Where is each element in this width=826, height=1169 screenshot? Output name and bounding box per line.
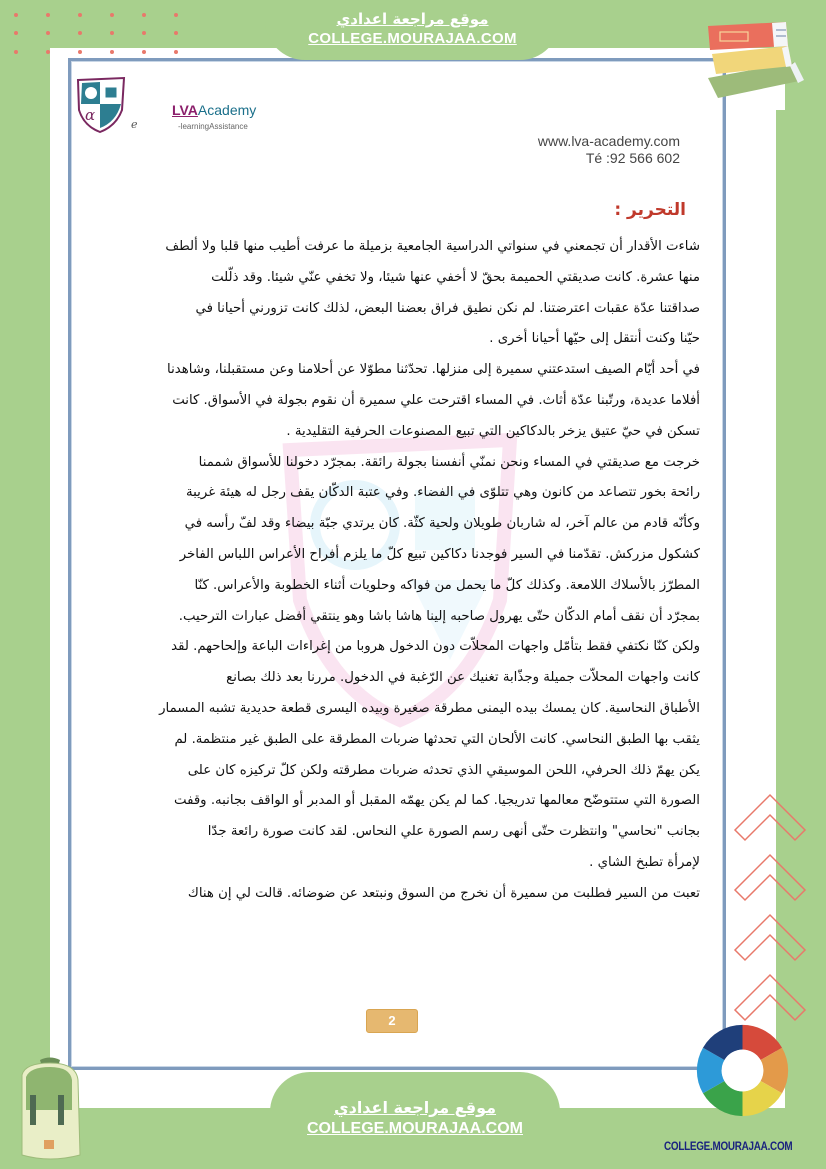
academy-phone: Té :92 566 602: [585, 150, 680, 166]
essay-line: أفلاما عديدة، ورتّبنا عدّة أثاث. في المساء اقترحت علي سميرة أن نقوم بجولة في الأسواق. كانت: [172, 392, 700, 408]
essay-line: الأطباق النحاسية. كان يمسك بيده اليمنى مطرقة صغيرة وبيده اليسرى قطعة حديدية تشبه المسمار: [159, 700, 700, 716]
essay-line: وكأنّه قادم من عالم آخر، له شاربان طويلان ولحية كثّة. كان يرتدي جبّة بيضاء وقد لفّ رأسه في: [184, 516, 700, 532]
decorative-dots: [0, 0, 200, 60]
brand-name-bold: LVA: [172, 102, 198, 118]
site-footer-banner[interactable]: [270, 1072, 560, 1169]
left-green-band: [0, 0, 50, 1169]
brand-name: [172, 102, 256, 118]
site-footer-arabic[interactable]: موقع مراجعة اعدادي: [333, 1098, 497, 1117]
logo-letter: e: [131, 118, 138, 131]
essay-line: بجانب "نحاسي" وانتظرت حتّى أنهى رسم الصورة علي النحاس. لقد كانت صورة رائعة جدّا: [207, 824, 700, 840]
essay-line: الصورة التي ستتوضّح معالمها تدريجيا. كما لم يكن يهمّه المقبل أو المدبر أو الواقف بجانبه. وقفت: [174, 793, 700, 809]
svg-text:α: α: [85, 106, 96, 124]
essay-line: في أحد أيّام الصيف استدعتني سميرة إلى منزلها. تحدّثنا مطوّلا عن أحلامنا وعن مستقبلنا، وشاهدنا: [167, 362, 700, 378]
essay-line: شاءت الأقدار أن تجمعني في سنواتي الدراسية الجامعية بزميلة ما عرفت أطيب منها قلبا ولا ألطف: [165, 239, 700, 254]
essay-line: بمجرّد أن نقف أمام الدكّان حتّى يهرول صاحبه إلينا هاشا باشا وهو ينتقي أفضل عبارات الترحيب.: [178, 608, 700, 624]
essay-line: يثقب بها الطبق النحاسي. كانت الألحان التي تحدثها ضربات المطرقة على الطبق غير منتظمة. لم: [174, 731, 700, 747]
essay-line: يكن يهمّ ذلك الحرفي، اللحن الموسيقي الذي تحدثه ضربات مطرقته ولكن كلّ تركيزه كان على: [187, 762, 700, 778]
essay-line: كشكول مزركش. تقدّمنا في السير فوجدنا دكاكين تبيع كلّ ما يلزم أفراح الأعراس اللباس الفاخر: [179, 546, 700, 562]
backpack-icon: [10, 1055, 85, 1165]
essay-body: [86, 232, 700, 910]
essay-line: رائحة بخور تتصاعد من كانون وهي تتلوّى في الفضاء. وفي عتبة الدكّان يقف رجل له هيئة غريبة: [186, 485, 700, 501]
essay-line: صداقتنا عدّة عقبات اعترضتنا. لم نكن نطيق فراق بعضنا البعض، لذلك كانت تزورني أحيانا في: [195, 300, 700, 316]
chevrons-up-icon: [730, 790, 810, 1040]
brand-name-rest: Academy: [197, 102, 257, 118]
essay-line: ولكن كنّا نكتفي فقط بتأمّل واجهات المحلاّت دون الدخول هروبا من إغراءات الباعة وإلحاحهم. لقد: [171, 639, 700, 655]
essay-line: لإمرأة تطبخ الشاي .: [589, 854, 700, 870]
site-footer-domain[interactable]: COLLEGE.MOURAJAA.COM: [307, 1120, 523, 1137]
brand-tagline: -learningAssistance: [178, 122, 248, 131]
essay-line: منها عشرة. كانت صديقتي الحميمة بحقّ لا أخفي عنها شيئا، ولا تخفي عنّي شيئا. وقد ذلّلت: [211, 269, 700, 285]
site-header-arabic[interactable]: موقع مراجعة اعدادي: [336, 10, 489, 28]
wheel-caption[interactable]: COLLEGE.MOURAJAA.COM: [664, 1141, 793, 1153]
essay-line: تعبت من السير فطلبت من سميرة أن نخرج من السوق ونبتعد عن ضوضائه. قالت لي إن هناك: [187, 885, 700, 901]
essay-line: المطرّز بالأسلاك اللامعة. وكذلك كلّ ما يحمل من فواكه وحلويات أثناء الخطوبة والأعراس. كنّا: [194, 577, 700, 593]
books-stack-icon: [700, 10, 810, 105]
subjects-wheel-icon: [695, 1023, 790, 1118]
essay-line: حيّنا وكنت أنتقل إلى حيّها أحيانا أخرى .: [489, 331, 700, 347]
essay-line: كانت واجهات المحلاّت جميلة وجذّابة تغنيك عن الرّغبة في الدخول. مررنا بعد ذلك بصانع: [226, 670, 700, 686]
site-header-domain[interactable]: COLLEGE.MOURAJAA.COM: [308, 30, 517, 47]
academy-website: www.lva-academy.com: [537, 133, 680, 149]
essay-line: خرجت مع صديقتي في المساء ونحن نمنّي أنفسنا بجولة رائقة. بمجرّد دخولنا للأسواق شممنا: [198, 454, 700, 470]
page-number-badge: 2: [366, 1009, 418, 1033]
academy-shield-logo: [76, 76, 126, 134]
section-title: التحرير :: [614, 200, 686, 220]
essay-line: تسكن في حيّ عتيق يزخر بالدكاكين التي تبيع المصنوعات الحرفية التقليدية .: [286, 423, 700, 439]
site-header-banner[interactable]: [265, 0, 560, 60]
